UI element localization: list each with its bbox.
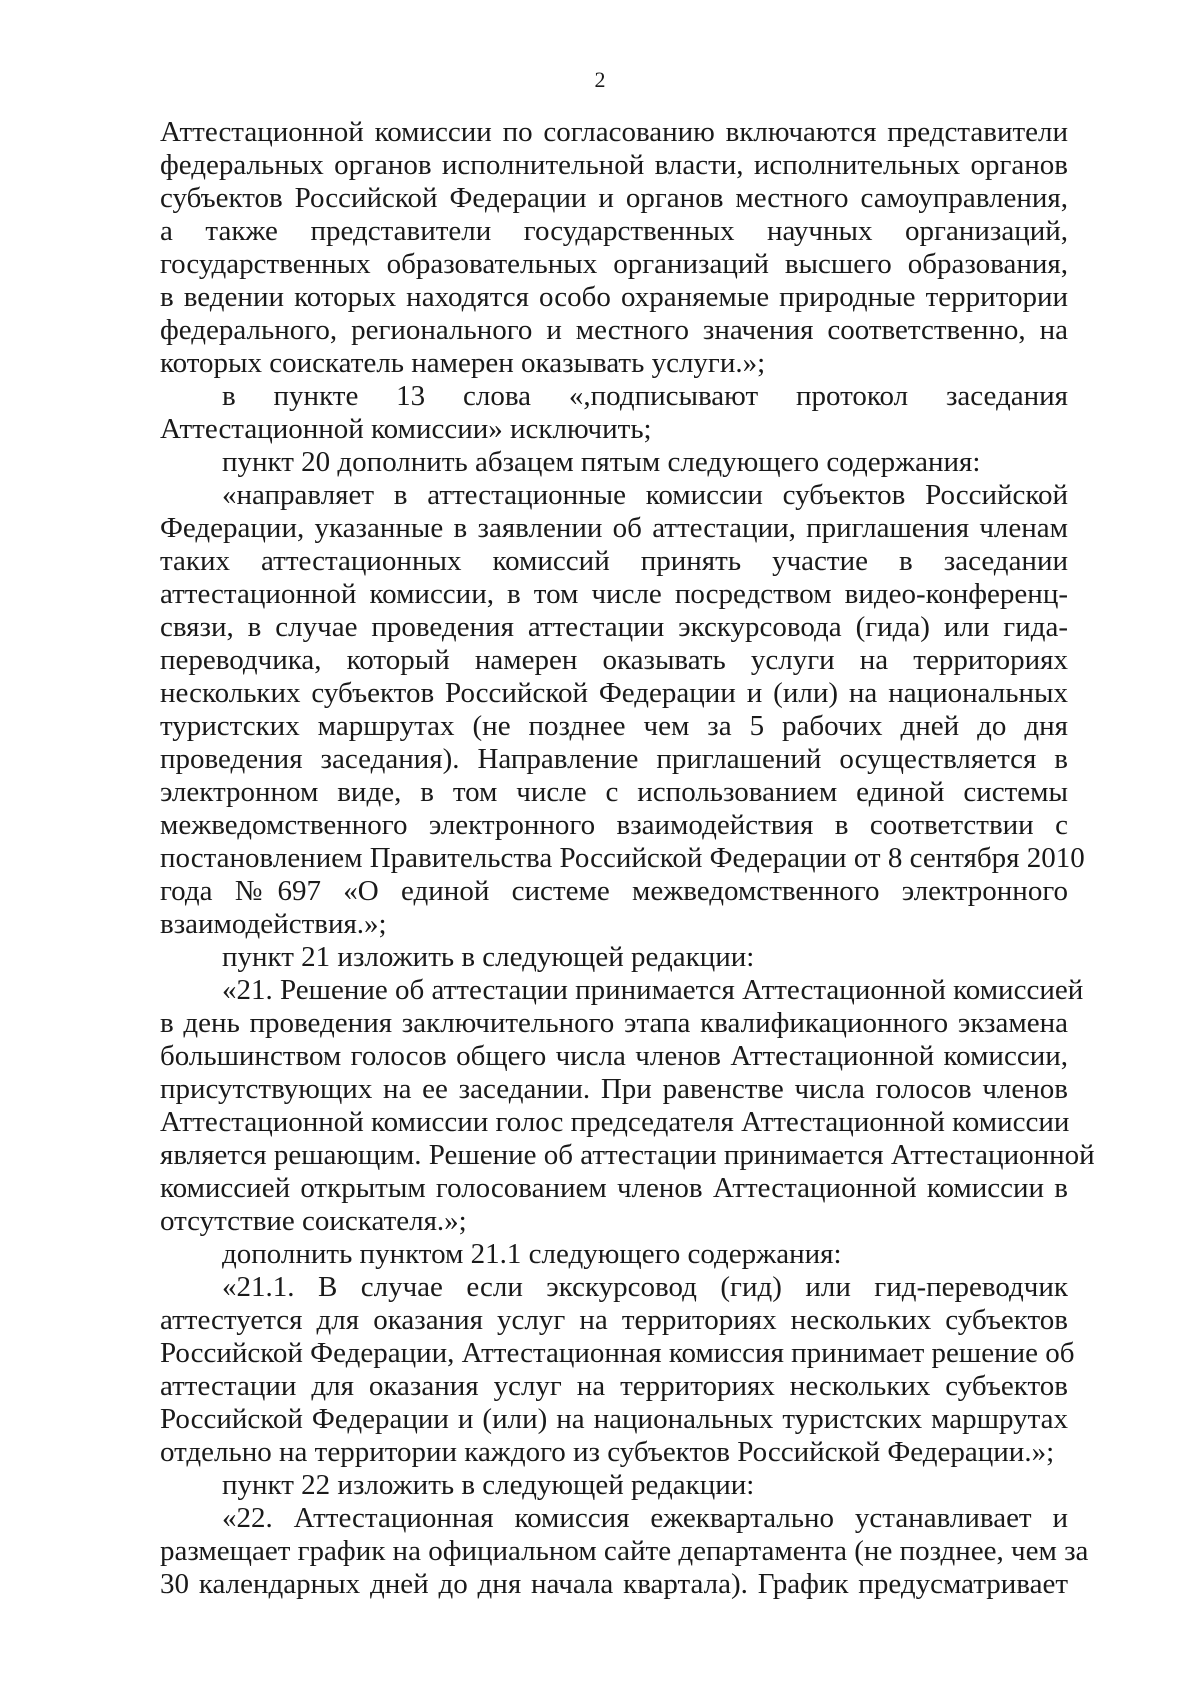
text-line: а также представители государственных научных организаций,	[160, 215, 1068, 247]
text-line: дополнить пунктом 21.1 следующего содержания:	[222, 1238, 842, 1270]
text-line: года №697 «О единой системе межведомственного электронного	[160, 875, 1068, 907]
text-line: присутствующих на ее заседании. При равенстве числа голосов членов	[160, 1073, 1068, 1105]
text-line: нескольких субъектов Российской Федерации и (или) на национальных	[160, 677, 1068, 709]
text-line: аттестуется для оказания услуг на территориях нескольких субъектов	[160, 1304, 1068, 1336]
text-line: аттестационной комиссии, в том числе посредством видео-конференц-	[160, 578, 1068, 610]
text-line: связи, в случае проведения аттестации экскурсовода (гида) или гида-	[160, 611, 1068, 643]
text-line: субъектов Российской Федерации и органов местного самоуправления,	[160, 182, 1068, 214]
text-line: «направляет в аттестационные комиссии субъектов Российской	[222, 479, 1068, 511]
text-line: «21.1. В случае если экскурсовод (гид) или гид-переводчик	[222, 1271, 1068, 1303]
text-line: взаимодействия.»;	[160, 908, 387, 940]
text-line: Федерации, указанные в заявлении об аттестации, приглашения членам	[160, 512, 1068, 544]
text-line: размещает график на официальном сайте департамента (не позднее, чем за	[160, 1535, 1089, 1567]
text-line: Аттестационной комиссии по согласованию включаются представители	[160, 116, 1068, 148]
text-line: является решающим. Решение об аттестации принимается Аттестационной	[160, 1139, 1095, 1171]
page-number: 2	[594, 67, 606, 92]
text-line: постановлением Правительства Российской Федерации от 8 сентября 2010	[160, 842, 1085, 874]
text-line: туристских маршрутах (не позднее чем за 5 рабочих дней до дня	[160, 710, 1068, 742]
text-line: пункт 22 изложить в следующей редакции:	[222, 1469, 755, 1501]
text-line: в ведении которых находятся особо охраняемые природные территории	[160, 281, 1068, 313]
text-line: государственных образовательных организаций высшего образования,	[160, 248, 1068, 280]
text-line: Российской Федерации и (или) на национальных туристских маршрутах	[160, 1403, 1068, 1435]
text-line: проведения заседания). Направление приглашений осуществляется в	[160, 743, 1068, 775]
text-line: аттестации для оказания услуг на территориях нескольких субъектов	[160, 1370, 1068, 1402]
body-text	[160, 116, 1095, 1601]
text-line: «21. Решение об аттестации принимается Аттестационной комиссией	[222, 974, 1084, 1006]
text-line: которых соискатель намерен оказывать услуги.»;	[160, 347, 766, 379]
text-line: отдельно на территории каждого из субъектов Российской Федерации.»;	[160, 1436, 1055, 1468]
text-line: Аттестационной комиссии» исключить;	[160, 413, 652, 445]
text-line: Аттестационной комиссии голос председателя Аттестационной комиссии	[160, 1106, 1070, 1138]
text-line: «22. Аттестационная комиссия ежеквартально устанавливает и	[222, 1502, 1068, 1534]
text-line: федеральных органов исполнительной власти, исполнительных органов	[160, 149, 1068, 181]
text-line: комиссией открытым голосованием членов Аттестационной комиссии в	[160, 1172, 1068, 1204]
text-line: в пункте 13 слова «,подписывают протокол заседания	[222, 380, 1068, 412]
text-line: электронном виде, в том числе с использованием единой системы	[160, 776, 1068, 808]
text-line: отсутствие соискателя.»;	[160, 1205, 467, 1237]
text-line: пункт 21 изложить в следующей редакции:	[222, 941, 755, 973]
text-line: Российской Федерации, Аттестационная комиссия принимает решение об	[160, 1337, 1075, 1369]
text-line: 30 календарных дней до дня начала квартала). График предусматривает	[160, 1568, 1068, 1600]
text-line: таких аттестационных комиссий принять участие в заседании	[160, 545, 1068, 577]
text-line: в день проведения заключительного этапа квалификационного экзамена	[160, 1007, 1068, 1039]
text-line: федерального, регионального и местного значения соответственно, на	[160, 314, 1068, 346]
text-line: межведомственного электронного взаимодействия в соответствии с	[160, 809, 1068, 841]
text-line: пункт 20 дополнить абзацем пятым следующего содержания:	[222, 446, 981, 478]
text-line: большинством голосов общего числа членов Аттестационной комиссии,	[160, 1040, 1068, 1072]
text-line: переводчика, который намерен оказывать услуги на территориях	[160, 644, 1068, 676]
